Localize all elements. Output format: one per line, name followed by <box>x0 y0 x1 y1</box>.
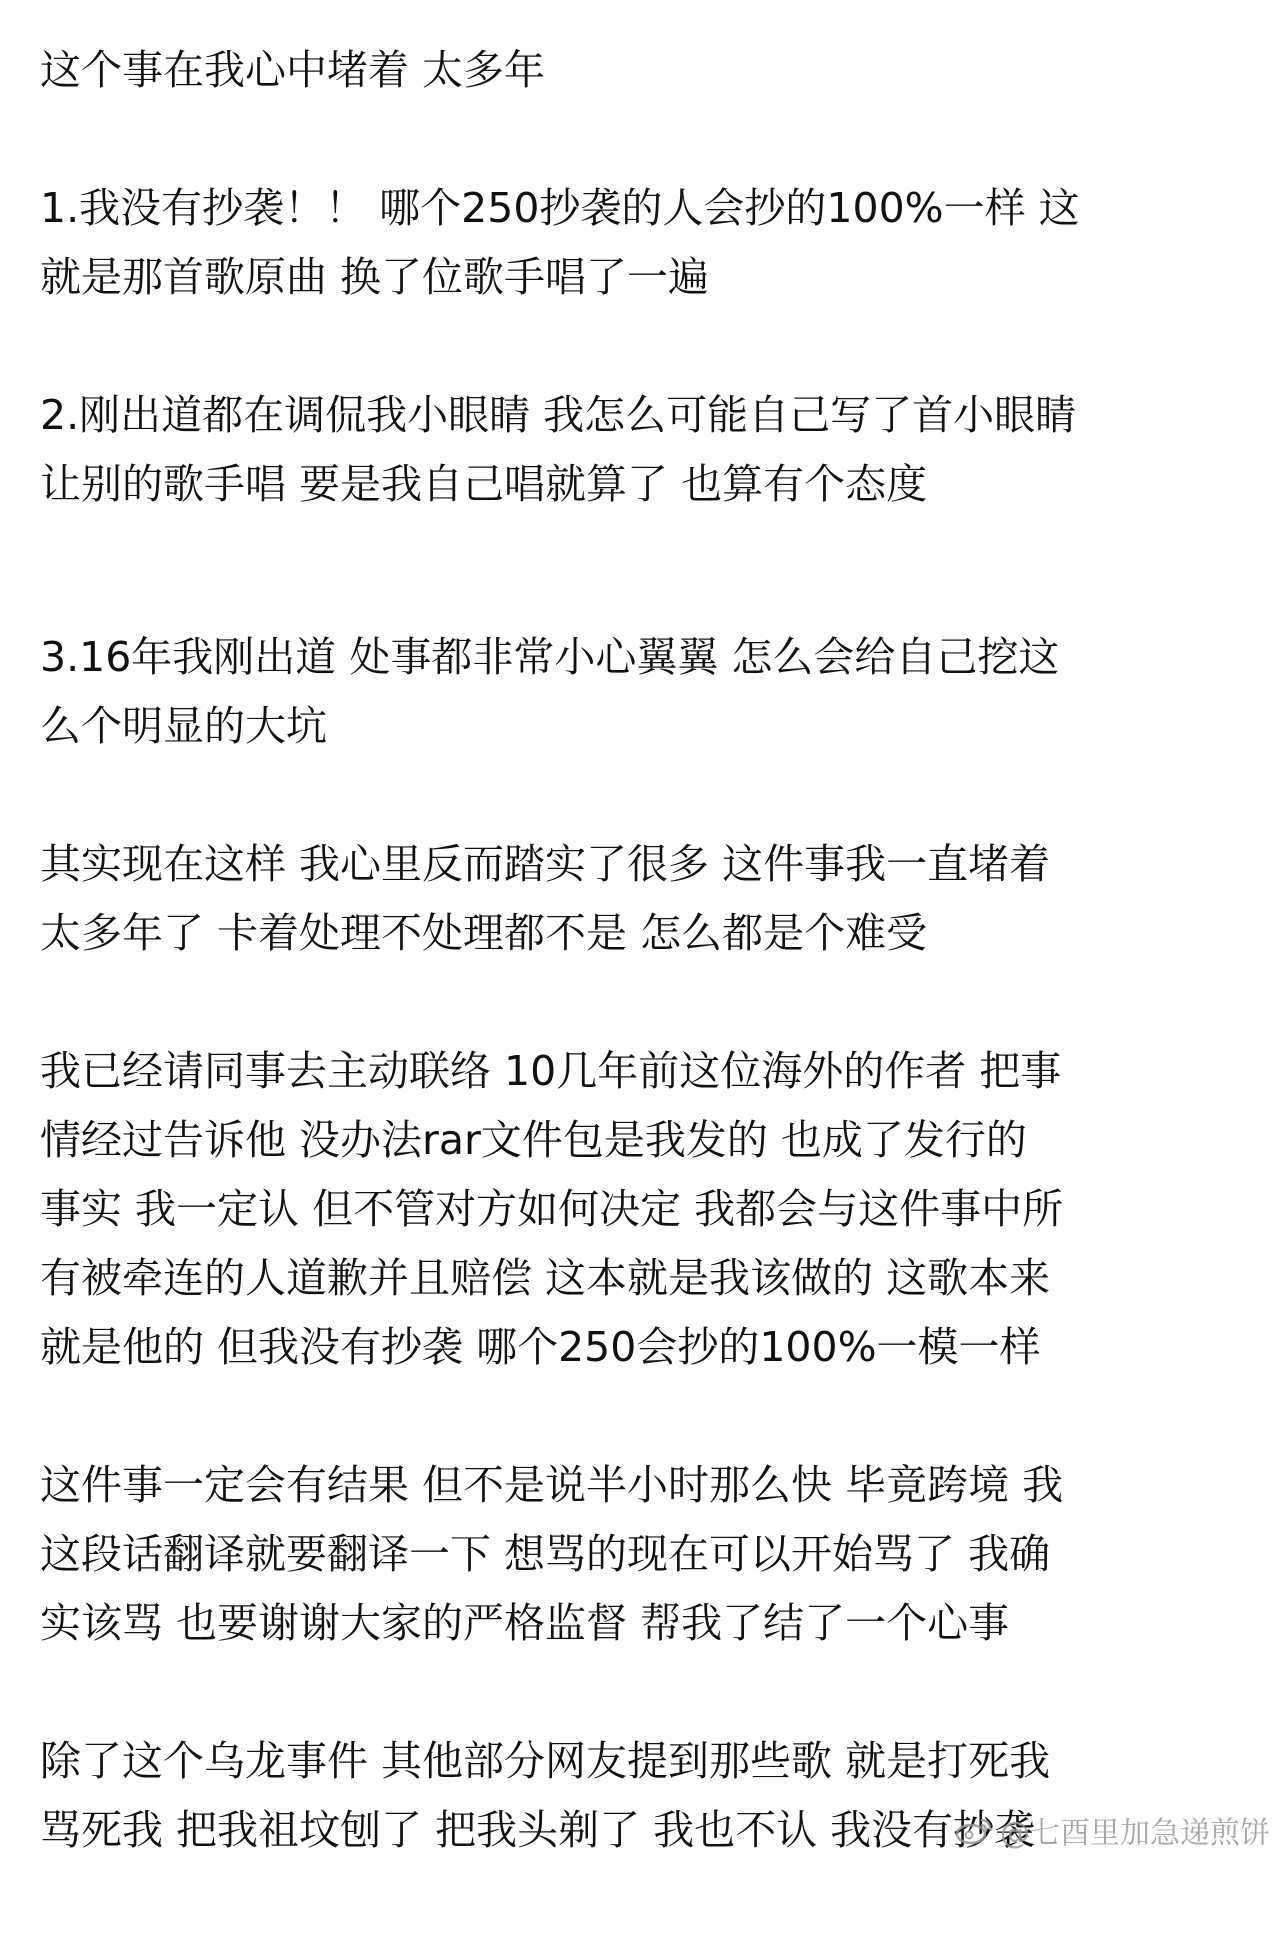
weibo-logo-icon <box>954 1814 994 1846</box>
paragraph-5 <box>40 830 1250 968</box>
paragraph-line: 这件事一定会有结果 但不是说半小时那么快 毕竟跨境 我 <box>40 1461 1064 1509</box>
paragraph-line: 除了这个乌龙事件 其他部分网友提到那些歌 就是打死我 <box>40 1737 1051 1785</box>
paragraph-2 <box>40 174 1250 312</box>
paragraph-line: 我已经请同事去主动联络 10几年前这位海外的作者 把事 <box>40 1047 1062 1095</box>
paragraph-line: 就是那首歌原曲 换了位歌手唱了一遍 <box>40 253 710 301</box>
paragraph-4 <box>40 623 1250 761</box>
paragraph-6 <box>40 1037 1250 1382</box>
paragraph-line: 么个明显的大坑 <box>40 702 327 750</box>
paragraph-line: 2.刚出道都在调侃我小眼睛 我怎么可能自己写了首小眼睛 <box>40 391 1077 439</box>
note-body <box>40 36 1250 1934</box>
paragraph-3 <box>40 381 1250 519</box>
paragraph-line: 1.我没有抄袭！！ 哪个250抄袭的人会抄的100%一样 这 <box>40 184 1080 232</box>
paragraph-line: 实该骂 也要谢谢大家的严格监督 帮我了结了一个心事 <box>40 1599 1010 1647</box>
paragraph-line: 让别的歌手唱 要是我自己唱就算了 也算有个态度 <box>40 460 928 508</box>
paragraph-1 <box>40 36 1250 105</box>
paragraph-line: 太多年了 卡着处理不处理都不是 怎么都是个难受 <box>40 909 928 957</box>
paragraph-line: 3.16年我刚出道 处事都非常小心翼翼 怎么会给自己挖这 <box>40 633 1060 681</box>
paragraph-7 <box>40 1451 1250 1658</box>
paragraph-line: 这个事在我心中堵着 太多年 <box>40 46 546 94</box>
paragraph-line: 情经过告诉他 没办法rar文件包是我发的 也成了发行的 <box>40 1116 1027 1164</box>
paragraph-line: 就是他的 但我没有抄袭 哪个250会抄的100%一模一样 <box>40 1323 1041 1371</box>
watermark-text: @七酉里加急递煎饼 <box>1000 1816 1270 1851</box>
paragraph-line: 这段话翻译就要翻译一下 想骂的现在可以开始骂了 我确 <box>40 1530 1051 1578</box>
paragraph-line: 事实 我一定认 但不管对方如何决定 我都会与这件事中所 <box>40 1185 1064 1233</box>
paragraph-line: 有被牵连的人道歉并且赔偿 这本就是我该做的 这歌本来 <box>40 1254 1051 1302</box>
paragraph-line: 骂死我 把我祖坟刨了 把我头剃了 我也不认 我没有抄袭 <box>40 1806 1036 1854</box>
paragraph-line: 其实现在这样 我心里反而踏实了很多 这件事我一直堵着 <box>40 840 1051 888</box>
watermark <box>954 1808 1270 1852</box>
